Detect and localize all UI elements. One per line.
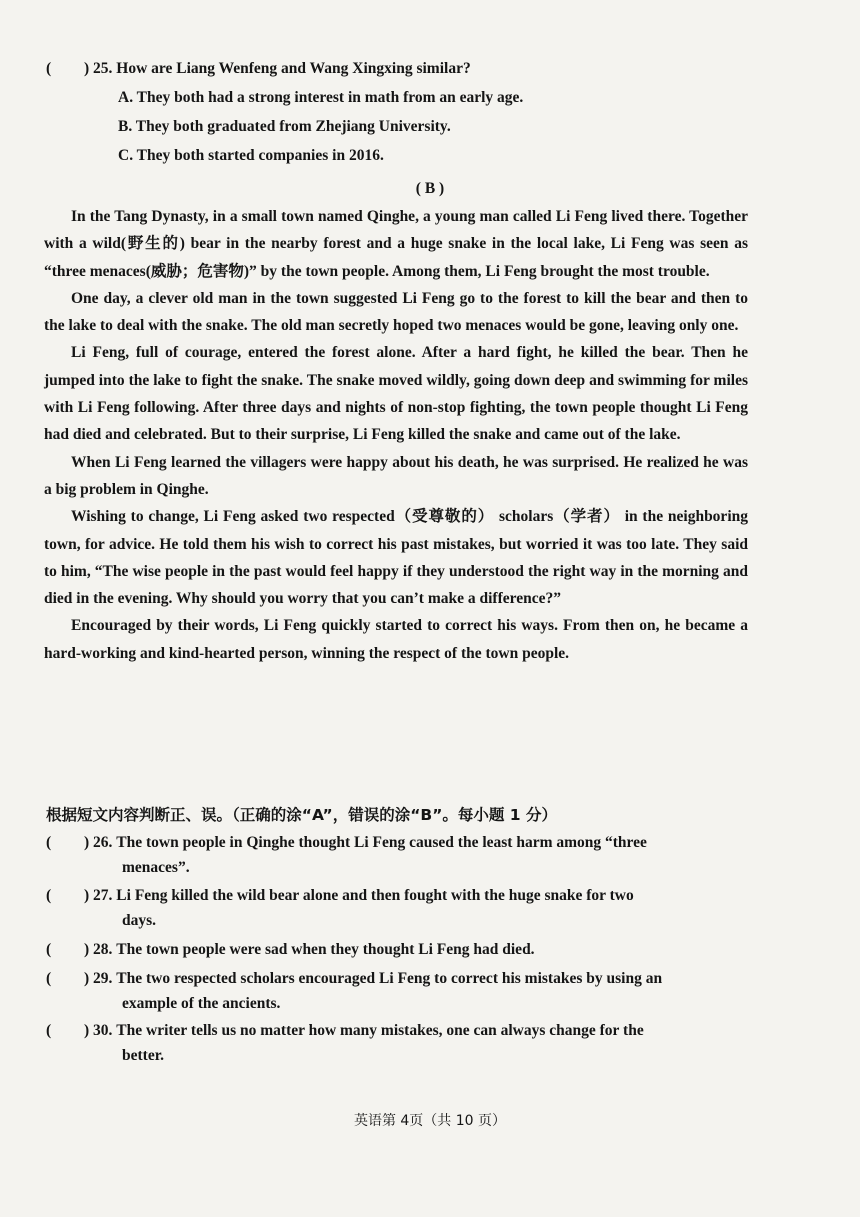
section-label: ( B ) bbox=[415, 180, 445, 197]
reading-passage bbox=[44, 203, 748, 667]
answer-bracket: ( bbox=[46, 1022, 52, 1039]
question-text-cont: days. bbox=[122, 912, 157, 929]
answer-bracket: ( bbox=[46, 941, 52, 958]
question-number: ) 27. bbox=[84, 887, 113, 904]
option-b: B. They both graduated from Zhejiang University. bbox=[118, 118, 451, 135]
answer-bracket: ( bbox=[46, 970, 52, 987]
answer-bracket: ( bbox=[46, 887, 52, 904]
question-26 bbox=[46, 830, 736, 880]
option-a: A. They both had a strong interest in math from an early age. bbox=[118, 89, 524, 106]
question-text-cont: menaces”. bbox=[122, 859, 190, 876]
question-30 bbox=[46, 1018, 736, 1068]
question-28 bbox=[46, 937, 736, 962]
instructions: 根据短文内容判断正、误。（正确的涂“A”，错误的涂“B”。每小题 1 分） bbox=[46, 806, 557, 824]
question-text-cont: better. bbox=[122, 1047, 165, 1064]
question-25-stem bbox=[46, 60, 523, 78]
passage-paragraph: When Li Feng learned the villagers were happy about his death, he was surprised. He realized he was a big problem in Qinghe. bbox=[44, 453, 748, 498]
question-text: The two respected scholars encouraged Li Feng to correct his mistakes by using an bbox=[116, 970, 663, 987]
page-footer: 英语第 4页（共 10 页） bbox=[353, 1113, 507, 1129]
question-27 bbox=[46, 883, 736, 933]
passage-paragraph: One day, a clever old man in the town suggested Li Feng go to the forest to kill the bear and then to the lake to deal with the snake. The old man secretly hoped two menaces would be gone, leaving only one. bbox=[44, 289, 748, 335]
answer-bracket: ( bbox=[46, 834, 52, 851]
passage-paragraph: Li Feng, full of courage, entered the forest alone. After a hard fight, he killed the bear. Then he jumped into the lake to fight the snake. The snake moved wildly, going down deep and swimming for miles with Li Feng following. After three days and nights of non-stop fighting, the town people thought Li Feng had died and celebrated. But to their surprise, Li Feng killed the snake and came out of the lake. bbox=[44, 344, 748, 444]
question-number: ) 30. bbox=[84, 1022, 113, 1039]
question-25-text: ) 25. How are Liang Wenfeng and Wang Xingxing similar? bbox=[84, 60, 471, 77]
question-text: The town people in Qinghe thought Li Feng caused the least harm among “three bbox=[116, 834, 647, 851]
passage-paragraph: Encouraged by their words, Li Feng quickly started to correct his ways. From then on, he became a hard-working and kind-hearted person, winning the respect of the town people. bbox=[44, 617, 748, 662]
option-c: C. They both started companies in 2016. bbox=[118, 147, 384, 164]
question-number: ) 26. bbox=[84, 834, 113, 851]
question-text: The town people were sad when they thought Li Feng had died. bbox=[116, 941, 535, 958]
question-number: ) 28. bbox=[84, 941, 113, 958]
question-text: The writer tells us no matter how many mistakes, one can always change for the bbox=[116, 1022, 644, 1039]
question-25 bbox=[46, 60, 523, 165]
question-number: ) 29. bbox=[84, 970, 113, 987]
question-29 bbox=[46, 966, 736, 1016]
question-text: Li Feng killed the wild bear alone and then fought with the huge snake for two bbox=[116, 887, 634, 904]
passage-paragraph: Wishing to change, Li Feng asked two respected（受尊敬的） scholars（学者） in the neighboring town, for advice. He told them his wish to correct his past mistakes, but worried it was too late. They said to him, “The wise people in the past would feel happy if they understood the right way in the morning and died in the evening. Why should you worry that you can’t make a difference?” bbox=[44, 508, 748, 608]
question-text-cont: example of the ancients. bbox=[122, 995, 281, 1012]
passage-paragraph: In the Tang Dynasty, in a small town named Qinghe, a young man called Li Feng lived there. Together with a wild(野生的) bear in the nearby forest and a huge snake in the local lake, Li Feng was seen as “three menaces(威胁；危害物)” by the town people. Among them, Li Feng brought the most trouble. bbox=[44, 208, 748, 280]
answer-bracket: ( bbox=[46, 60, 52, 77]
